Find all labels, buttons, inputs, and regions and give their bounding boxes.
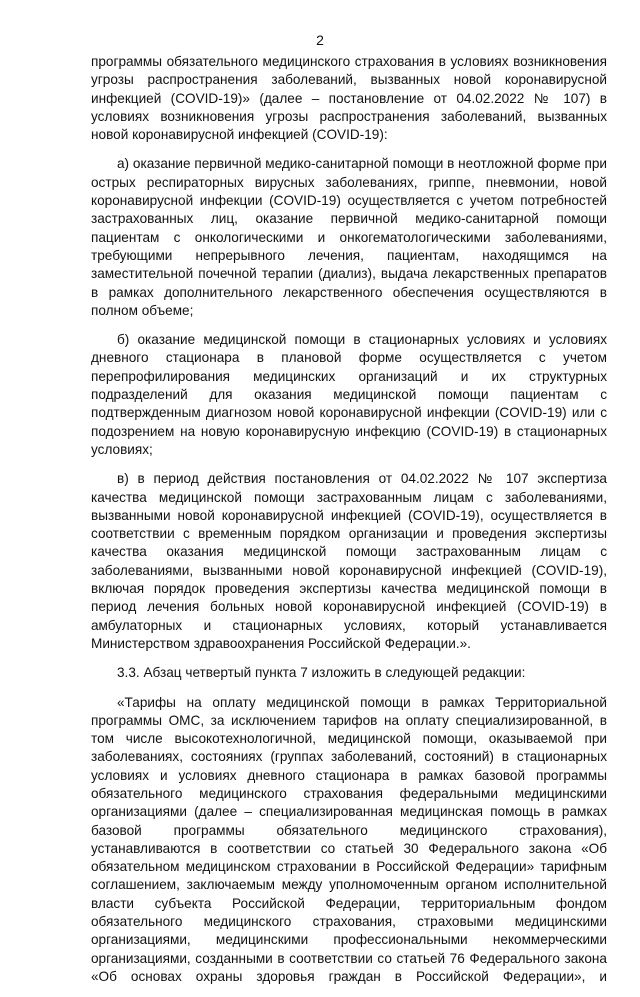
paragraph-section-3-3: 3.3. Абзац четвертый пункта 7 изложить в следующей редакции: bbox=[117, 665, 526, 681]
document-body bbox=[91, 53, 607, 997]
paragraph-item-a: а) оказание первичной медико-санитарной помощи в неотложной форме при острых респираторных вирусных заболеваниях, гриппе, пневмонии, новой коронавирусной инфекции (COVID-19) осуществляется с учетом потребностей застрахованных лиц, оказание первичной медико-санитарной помощи пациентам с онкологическими и онкогематологическими заболеваниями, требующими непрерывного лечения, пациентам, находящимся на заместительной почечной терапии (диализ), выдача лекарственных препаратов в рамках дополнительного лекарственного обеспечения осуществляются в полном объеме; bbox=[91, 156, 607, 318]
paragraph-tariffs-quote: «Тарифы на оплату медицинской помощи в рамках Территориальной программы ОМС, за исключением тарифов на оплату специализированной, в том числе высокотехнологичной, медицинской помощи, оказываемой при заболеваниях, состояниях (группах заболеваний, состояний) в стационарных условиях и условиях дневного стационара в рамках базовой программы обязательного медицинского страхования федеральными медицинскими организациями (далее – специализированная медицинская помощь в рамках базовой программы обязательного медицинского страхования), устанавливаются в соответствии со статьей 30 Федерального закона «Об обязательном медицинском страховании в Российской Федерации» тарифным соглашением, заключаемым между уполномоченным органом исполнительной власти субъекта Российской Федерации, территориальным фондом обязательного медицинского страхования, страховыми медицинскими организациями, медицинскими профессиональными некоммерческими организациями, созданными в соответствии со статьей 76 Федерального закона «Об основах охраны здоровья граждан в Российской Федерации», и bbox=[91, 694, 607, 984]
paragraph-item-b: б) оказание медицинской помощи в стационарных условиях и условиях дневного стационара в плановой форме осуществляется с учетом перепрофилирования медицинских организаций и их структурных подразделений для оказания медицинской помощи пациентам с подтвержденным диагнозом новой коронавирусной инфекции (COVID-19) или с подозрением на новую коронавирусную инфекцию (COVID-19) в стационарных условиях; bbox=[91, 332, 607, 457]
paragraph-item-v: в) в период действия постановления от 04.02.2022 № 107 экспертиза качества медицинской помощи застрахованным лицам с заболеваниями, вызванными новой коронавирусной инфекцией (COVID-19), осуществляется в соответствии с временным порядком организации и проведения экспертизы качества оказания медицинской помощи застрахованным лицам с заболеваниями, вызванными новой коронавирусной инфекцией (COVID-19), включая порядок проведения экспертизы качества медицинской помощи в период лечения больных новой коронавирусной инфекцией (COVID-19) в амбулаторных и стационарных условиях, который устанавливается Министерством здравоохранения Российской Федерации.». bbox=[91, 471, 607, 651]
paragraph-intro-continuation: программы обязательного медицинского страхования в условиях возникновения угрозы распространения заболеваний, вызванных новой коронавирусной инфекцией (COVID-19)» (далее – постановление от 04.02.2022 № 107) в условиях возникновения угрозы распространения заболеваний, вызванных новой коронавирусной инфекцией (COVID-19): bbox=[91, 54, 607, 143]
page-number: 2 bbox=[316, 32, 324, 48]
